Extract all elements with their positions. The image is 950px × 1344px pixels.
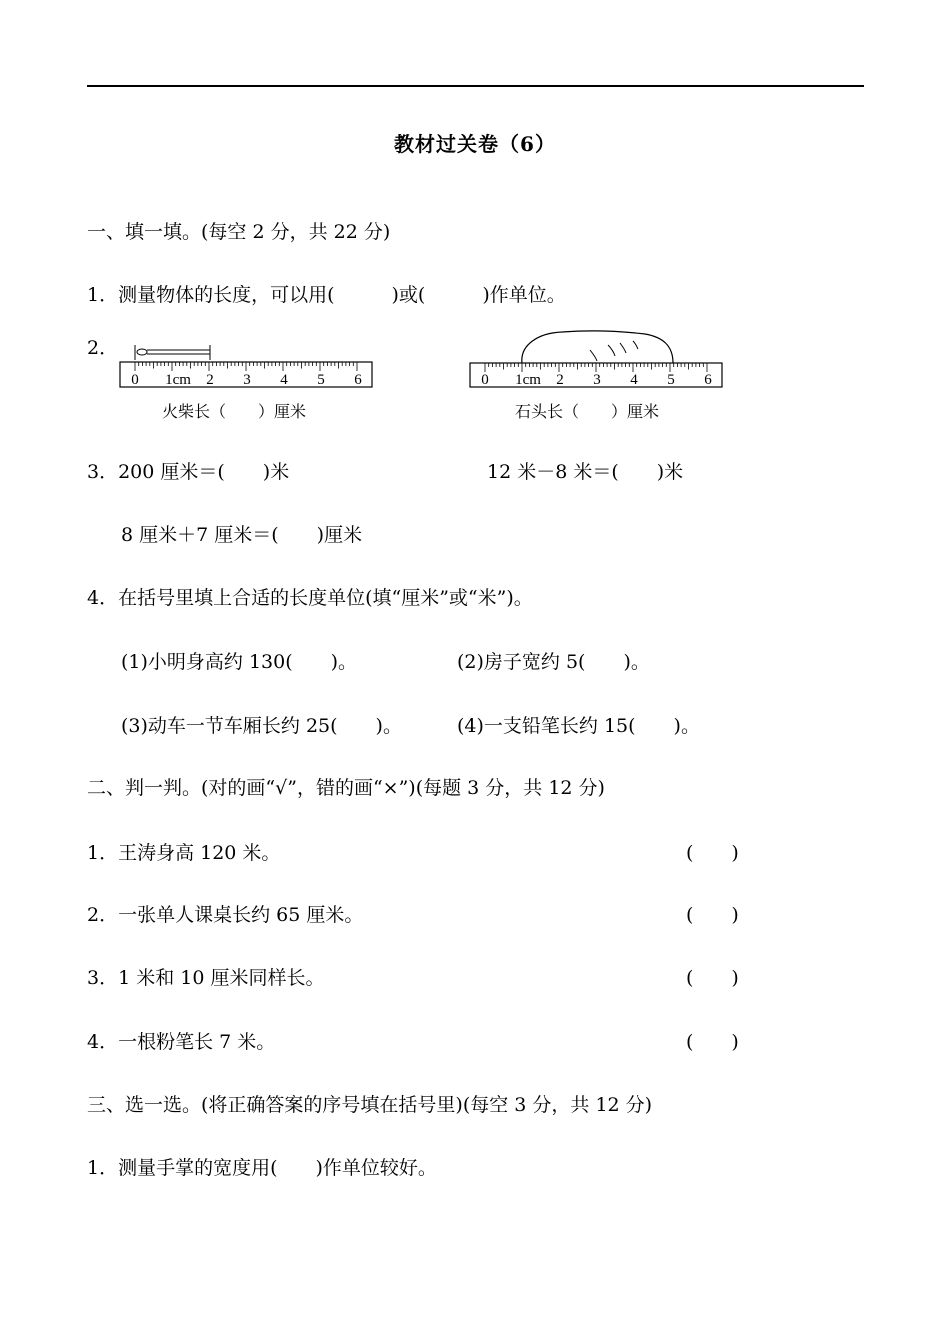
judge-answer-paren[interactable]: ( ) — [686, 1031, 739, 1053]
judge-item: 2．一张单人课桌长约 65 厘米。 — [87, 904, 364, 926]
ruler-label: 6 — [354, 372, 362, 388]
ruler-label: 2 — [206, 372, 214, 388]
ruler-label: 0 — [131, 372, 139, 388]
ruler-matchstick-figure — [120, 340, 375, 390]
judge-item: 4．一根粉笔长 7 米。 — [87, 1031, 276, 1053]
ruler-label: 2 — [556, 372, 564, 388]
ruler-label: 5 — [667, 372, 675, 388]
q1-4-2: (2)房子宽约 5( )。 — [457, 651, 650, 673]
q1-4-4: (4)一支铅笔长约 15( )。 — [457, 715, 700, 737]
judge-item: 3．1 米和 10 厘米同样长。 — [87, 967, 325, 989]
ruler-label: 1cm — [165, 372, 191, 388]
stone-caption: 石头长（ ）厘米 — [515, 402, 660, 421]
ruler-label: 3 — [243, 372, 251, 388]
q1-3a: 3．200 厘米＝( )米 — [87, 461, 290, 483]
section3-heading: 三、选一选。(将正确答案的序号填在括号里)(每空 3 分，共 12 分) — [87, 1094, 653, 1116]
ruler-label: 4 — [280, 372, 288, 388]
q1-4-3: (3)动车一节车厢长约 25( )。 — [121, 715, 402, 737]
q1-4: 4．在括号里填上合适的长度单位(填“厘米”或“米”)。 — [87, 587, 533, 609]
matchstick — [135, 345, 210, 360]
ruler-label: 1cm — [515, 372, 541, 388]
ruler-ticks — [135, 362, 357, 371]
ruler-ticks — [485, 363, 707, 372]
q3-1: 1．测量手掌的宽度用( )作单位较好。 — [87, 1157, 437, 1179]
ruler-stone-figure — [470, 325, 725, 390]
section2-heading: 二、判一判。(对的画“√”，错的画“×”)(每题 3 分，共 12 分) — [87, 777, 605, 799]
ruler-label: 6 — [704, 372, 712, 388]
ruler-label: 3 — [593, 372, 601, 388]
ruler-label: 0 — [481, 372, 489, 388]
q1-1: 1．测量物体的长度，可以用( )或( )作单位。 — [87, 284, 566, 306]
stone-outline — [522, 331, 673, 363]
judge-answer-paren[interactable]: ( ) — [686, 842, 739, 864]
ruler-label: 4 — [630, 372, 638, 388]
judge-answer-paren[interactable]: ( ) — [686, 904, 739, 926]
q1-2-number: 2． — [87, 337, 119, 359]
ruler-label: 5 — [317, 372, 325, 388]
q1-3c: 8 厘米＋7 厘米＝( )厘米 — [121, 524, 363, 546]
match-caption: 火柴长（ ）厘米 — [162, 402, 307, 421]
top-rule — [87, 85, 864, 87]
page-title: 教材过关卷（6） — [394, 132, 556, 156]
judge-item: 1．王涛身高 120 米。 — [87, 842, 281, 864]
section1-heading: 一、填一填。(每空 2 分，共 22 分) — [87, 221, 391, 243]
judge-answer-paren[interactable]: ( ) — [686, 967, 739, 989]
q1-4-1: (1)小明身高约 130( )。 — [121, 651, 358, 673]
q1-3b: 12 米－8 米＝( )米 — [487, 461, 684, 483]
